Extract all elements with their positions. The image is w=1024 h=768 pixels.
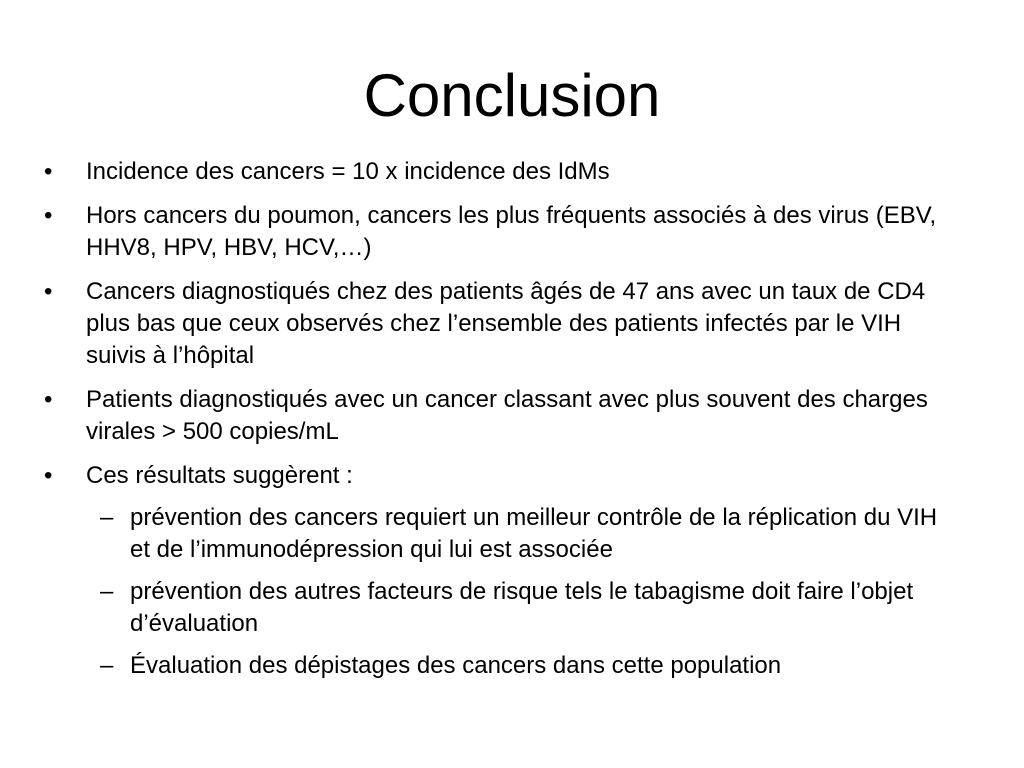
sub-bullet-text: prévention des cancers requiert un meilleur contrôle de la réplication du VIH et de l’immunodépression qui lui est associée	[130, 504, 938, 563]
sub-bullet-text: Évaluation des dépistages des cancers dans cette population	[130, 652, 782, 679]
sub-bullet-item	[86, 650, 960, 682]
slide-title: Conclusion	[363, 62, 661, 129]
bullet-marker: •	[44, 202, 53, 229]
bullet-text: Ces résultats suggèrent :	[86, 462, 353, 489]
bullet-item	[40, 276, 960, 372]
sub-bullet-text: prévention des autres facteurs de risque tels le tabagisme doit faire l’objet d’évaluation	[130, 578, 914, 637]
sub-bullet-item	[86, 576, 960, 640]
bullet-item	[40, 200, 960, 264]
bullet-marker: •	[44, 386, 53, 413]
bullet-text: Hors cancers du poumon, cancers les plus fréquents associés à des virus (EBV, HHV8, HPV, HBV, HCV,…)	[86, 202, 937, 261]
sub-bullet-list	[86, 502, 960, 682]
bullet-text: Cancers diagnostiqués chez des patients âgés de 47 ans avec un taux de CD4 plus bas que ceux observés chez l’ensemble des patients infectés par le VIH suivis à l’hôpital	[86, 278, 926, 369]
bullet-text: Patients diagnostiqués avec un cancer classant avec plus souvent des charges virales > 500 copies/mL	[86, 386, 928, 445]
bullet-marker: •	[44, 158, 53, 185]
bullet-item	[40, 460, 960, 682]
sub-bullet-marker: –	[100, 652, 114, 679]
bullet-list	[40, 156, 960, 694]
sub-bullet-marker: –	[100, 504, 114, 531]
sub-bullet-marker: –	[100, 578, 114, 605]
sub-bullet-item	[86, 502, 960, 566]
bullet-item	[40, 384, 960, 448]
bullet-text: Incidence des cancers = 10 x incidence des IdMs	[86, 158, 610, 185]
bullet-marker: •	[44, 462, 53, 489]
bullet-marker: •	[44, 278, 53, 305]
bullet-item	[40, 156, 960, 188]
